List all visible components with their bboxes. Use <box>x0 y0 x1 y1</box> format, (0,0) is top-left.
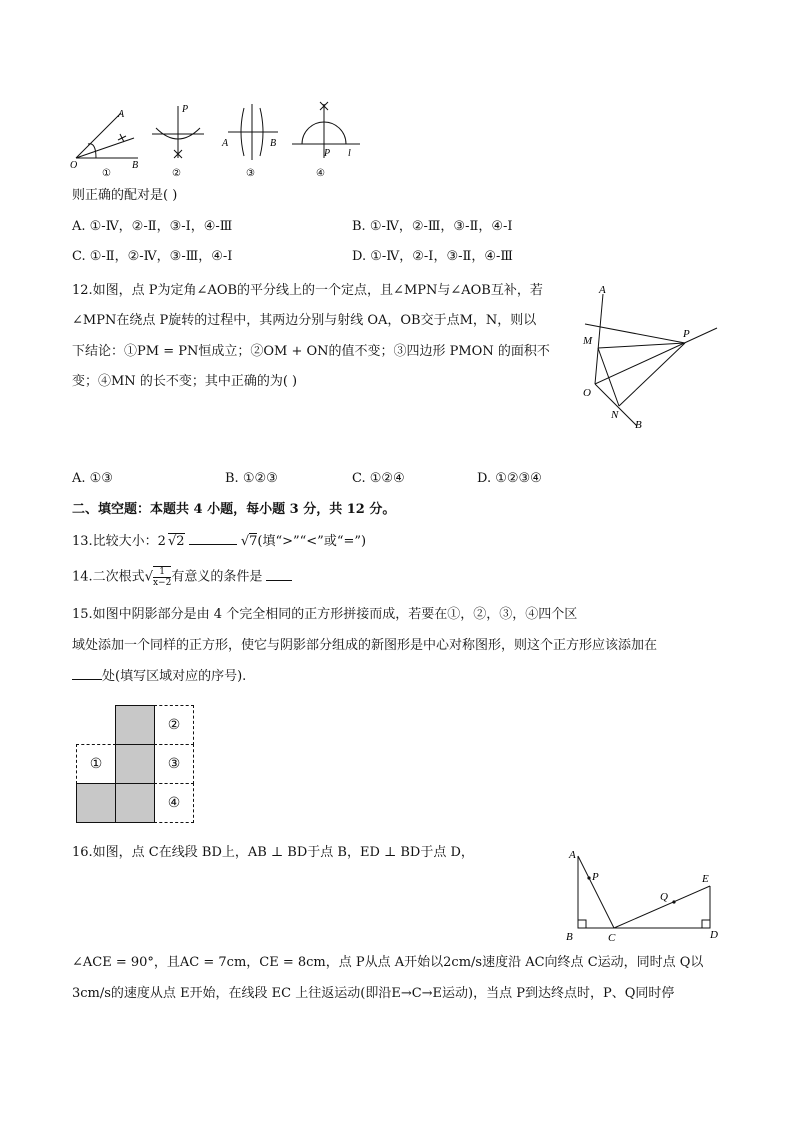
q11-option-d: D. ①-Ⅳ，②-Ⅰ，③-Ⅱ，④-Ⅲ <box>352 249 513 264</box>
q16-label-p: P <box>592 871 599 883</box>
q15-line-3: 处(填写区域对应的序号). <box>72 667 246 687</box>
q14-prefix: 14.二次根式 <box>72 569 145 585</box>
region-2-label: ② <box>167 717 181 733</box>
q12-line-3: 下结论：①PM = PN恒成立；②OM + ON的值不变；③四边形 PMON 的面积不 <box>72 344 550 359</box>
q13-suffix: (填“>”“<”或“=”) <box>257 534 367 549</box>
region-4-label: ④ <box>167 795 181 811</box>
q14-answer-blank[interactable] <box>266 580 292 581</box>
fig4-number: ④ <box>316 168 325 179</box>
point-p <box>587 876 590 879</box>
q16-figure <box>562 844 724 944</box>
fig1-label-o: O <box>70 160 78 171</box>
q11-option-a: A. ①-Ⅳ，②-Ⅱ，③-Ⅰ，④-Ⅲ <box>72 219 233 234</box>
region-1-label: ① <box>89 756 103 772</box>
fig2-perpendicular <box>152 106 204 158</box>
fig3-number: ③ <box>246 168 255 179</box>
q12-label-b: B <box>635 419 642 431</box>
q14-line: 14.二次根式√ $\frac{1}{x-2}$ 有意义的条件是 <box>72 566 292 588</box>
q15-line-1: 15.如图中阴影部分是由 4 个完全相同的正方形拼接而成，若要在①，②，③，④四个区 <box>72 607 578 622</box>
q11-option-c: C. ①-Ⅱ，②-Ⅳ，③-Ⅲ，④-Ⅰ <box>72 249 233 264</box>
shaded-square <box>115 783 155 823</box>
fig3-label-a: A <box>222 138 229 149</box>
q16-line-3: 3cm/s的速度从点 E开始，在线段 EC 上往返运动(即沿E→C→E运动)，当点 P到达终点时，P、Q同时停 <box>72 986 675 1001</box>
q16-label-d: D <box>710 929 718 941</box>
q16-label-a: A <box>569 849 576 861</box>
q12-line-1: 12.如图，点 P为定角∠AOB的平分线上的一个定点，且∠MPN与∠AOB互补，若 <box>72 283 543 298</box>
q12-option-b: B. ①②③ <box>225 471 278 486</box>
q16-label-e: E <box>702 873 709 885</box>
fig4-label-l: l <box>348 148 351 159</box>
q12-option-a: A. ①③ <box>72 471 113 486</box>
q13-answer-blank[interactable] <box>189 544 237 545</box>
fig1-label-b: B <box>132 160 139 171</box>
q12-option-d: D. ①②③④ <box>477 471 542 486</box>
q12-option-c: C. ①②④ <box>352 471 405 486</box>
q11-construction-figures <box>66 98 366 180</box>
q11-option-b: B. ①-Ⅳ，②-Ⅲ，③-Ⅱ，④-Ⅰ <box>352 219 513 234</box>
q12-label-p: P <box>683 328 690 340</box>
q14-suffix: 有意义的条件是 <box>171 569 263 585</box>
shaded-square <box>76 783 116 823</box>
q12-label-m: M <box>583 335 593 347</box>
q15-grid-figure <box>76 705 196 825</box>
q12-line-4: 变；④MN 的长不变；其中正确的为( ) <box>72 374 298 389</box>
q16-line-2: ∠ACE = 90°，且AC = 7cm，CE = 8cm，点 P从点 A开始以2cm/s速度沿 AC向终点 C运动，同时点 Q以 <box>72 955 704 970</box>
fig3-perpendicular-bisector <box>228 104 278 160</box>
q16-label-q: Q <box>660 891 668 903</box>
fig1-angle-bisector <box>76 113 138 158</box>
fig1-label-a: A <box>118 109 125 120</box>
section-2-heading: 二、填空题：本题共 4 小题，每小题 3 分，共 12 分。 <box>72 502 396 517</box>
q12-figure <box>575 280 725 436</box>
sqrt-sign: √2 <box>167 534 185 549</box>
q12-line-2: ∠MPN在绕点 P旋转的过程中，其两边分别与射线 OA，OB交于点M，N，则以 <box>72 313 537 328</box>
q12-label-a: A <box>599 284 606 296</box>
q11-question: 则正确的配对是( ) <box>72 188 178 203</box>
q12-label-n: N <box>611 409 619 421</box>
q16-label-c: C <box>608 932 616 944</box>
fig1-number: ① <box>102 168 111 179</box>
fig2-label-p: P <box>182 104 189 115</box>
fig2-number: ② <box>172 168 181 179</box>
point-q <box>672 900 675 903</box>
q15-line-2: 域处添加一个同样的正方形，使它与阴影部分组成的新图形是中心对称图形，则这个正方形应该添加在 <box>72 638 658 653</box>
q16-label-b: B <box>566 931 573 943</box>
shaded-square <box>115 744 155 784</box>
q16-line-1: 16.如图，点 C在线段 BD上，AB ⊥ BD于点 B，ED ⊥ BD于点 D， <box>72 845 474 860</box>
q13-sqrt7: 7 <box>249 534 258 549</box>
q14-numerator: 1 <box>153 567 171 578</box>
fig4-label-p: P <box>324 148 331 159</box>
q14-fraction <box>153 566 171 588</box>
q12-label-o: O <box>583 387 591 399</box>
q13-line: 13.比较大小：2 √2 √7(填“>”“<”或“=”) <box>72 534 367 549</box>
region-3-label: ③ <box>167 756 181 772</box>
q14-denominator: x−2 <box>152 578 172 588</box>
fig3-label-b: B <box>270 138 277 149</box>
shaded-square <box>115 705 155 745</box>
q15-answer-blank[interactable] <box>72 679 102 680</box>
